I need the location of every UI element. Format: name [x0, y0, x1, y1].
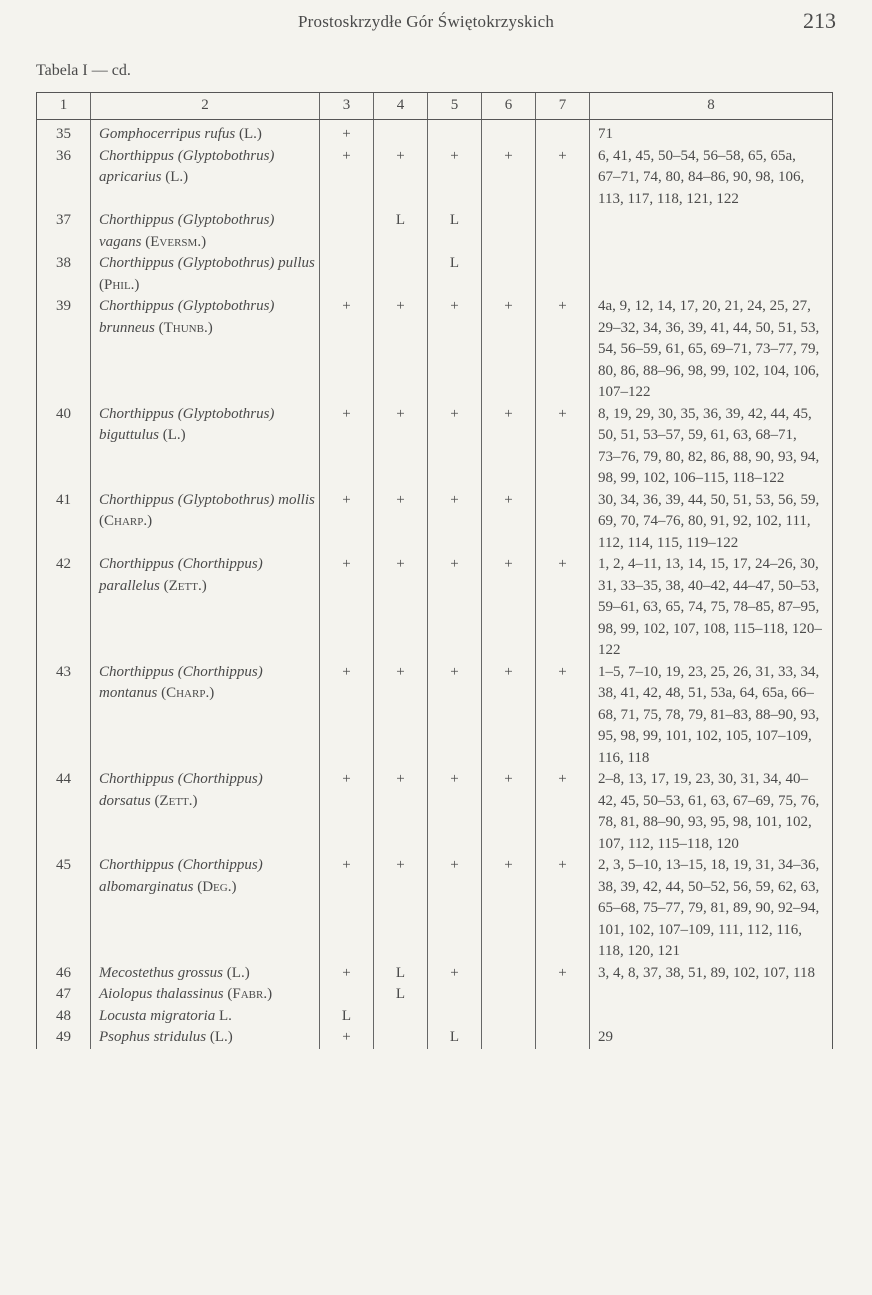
site-numbers: 8, 19, 29, 30, 35, 36, 39, 42, 44, 45, 50, 51, 53–57, 59, 61, 63, 68–71, 73–76, 79, 80, 82, 86, 88, 90, 93, 94, 98, 99, 102, 106–115, 118–122	[590, 404, 833, 490]
species-author-smallcaps: ett	[177, 577, 198, 594]
occurrence-mark-col-7	[536, 490, 590, 555]
species-author-smallcaps: harp	[176, 685, 206, 701]
species-name: Psophus stridulus	[99, 1029, 207, 1045]
occurrence-mark-col-5: +	[428, 855, 482, 963]
table-row	[37, 963, 833, 985]
table-row	[37, 769, 833, 855]
occurrence-mark-col-6	[482, 1006, 536, 1028]
site-numbers: 4a, 9, 12, 14, 17, 20, 21, 24, 25, 27, 29–32, 34, 36, 39, 41, 44, 50, 51, 53, 54, 56–59, 61, 65, 69–71, 73–77, 79, 80, 86, 88–96, 98, 99, 102, 104, 106, 107–122	[590, 296, 833, 404]
species-author-end: .)	[205, 685, 215, 701]
site-numbers: 29	[590, 1027, 833, 1049]
table-row	[37, 146, 833, 211]
species-number: 44	[37, 769, 91, 855]
table-caption: Tabela I — cd.	[36, 62, 131, 79]
species-author-end: .)	[197, 233, 207, 250]
species-author-smallcaps: ett	[168, 792, 189, 809]
species-name-cell	[91, 855, 320, 963]
occurrence-mark-col-6: +	[482, 554, 536, 662]
species-author-end: .)	[197, 577, 207, 594]
occurrence-mark-col-3: +	[320, 963, 374, 985]
site-numbers	[590, 253, 833, 296]
occurrence-mark-col-5	[428, 120, 482, 146]
occurrence-mark-col-4: L	[374, 984, 428, 1006]
species-author: (T	[154, 319, 173, 336]
species-name: Chorthippus (Glyptobothrus) pullus	[99, 255, 315, 271]
occurrence-mark-col-4: +	[374, 855, 428, 963]
species-author-end: .)	[130, 276, 140, 293]
occurrence-mark-col-5	[428, 984, 482, 1006]
occurrence-mark-col-6: +	[482, 296, 536, 404]
site-numbers	[590, 210, 833, 253]
species-author-end: .)	[188, 792, 198, 809]
site-numbers	[590, 984, 833, 1006]
species-name: Mecostethus grossus	[99, 964, 224, 981]
table-row	[37, 404, 833, 490]
occurrence-mark-col-5: L	[428, 1027, 482, 1049]
occurrence-mark-col-7: +	[536, 963, 590, 985]
species-name-cell	[91, 963, 320, 985]
occurrence-mark-col-7	[536, 1006, 590, 1028]
occurrence-mark-col-5: L	[428, 253, 482, 296]
species-name-cell	[91, 210, 320, 253]
occurrence-mark-col-5: L	[428, 210, 482, 253]
table-row	[37, 120, 833, 146]
occurrence-mark-col-7: +	[536, 146, 590, 211]
species-name: Chorthippus (Chorthippus) parallelus	[99, 556, 263, 594]
species-name-cell	[91, 404, 320, 490]
species-name-cell	[91, 662, 320, 770]
occurrence-mark-col-3: +	[320, 1027, 374, 1049]
species-author: (E	[141, 233, 160, 250]
occurrence-mark-col-4: +	[374, 404, 428, 490]
occurrence-mark-col-7: +	[536, 554, 590, 662]
species-author: (C	[157, 685, 177, 701]
occurrence-mark-col-7	[536, 120, 590, 146]
species-author: (P	[99, 276, 113, 293]
species-name: Chorthippus (Chorthippus) dorsatus	[99, 771, 263, 809]
occurrence-mark-col-4	[374, 253, 428, 296]
table-row	[37, 1027, 833, 1049]
species-author: L.	[215, 1007, 232, 1024]
species-name-cell	[91, 120, 320, 146]
occurrence-mark-col-3: L	[320, 1006, 374, 1028]
occurrence-mark-col-7	[536, 984, 590, 1006]
site-numbers: 30, 34, 36, 39, 44, 50, 51, 53, 56, 59, 69, 70, 74–76, 80, 91, 92, 102, 111, 112, 114, 115, 119–122	[590, 490, 833, 555]
site-numbers: 6, 41, 45, 50–54, 56–58, 65, 65a, 67–71, 74, 80, 84–86, 90, 98, 106, 113, 117, 118, 121, 122	[590, 146, 833, 211]
page-header	[0, 8, 872, 38]
species-name-cell	[91, 984, 320, 1006]
species-author: (L.)	[206, 1029, 233, 1045]
species-number: 42	[37, 554, 91, 662]
species-number: 37	[37, 210, 91, 253]
species-author-smallcaps: harp	[114, 513, 144, 529]
occurrence-mark-col-7: +	[536, 404, 590, 490]
occurrence-mark-col-4: L	[374, 210, 428, 253]
species-author-smallcaps: abr	[240, 986, 264, 1002]
occurrence-mark-col-6: +	[482, 662, 536, 770]
occurrence-mark-col-3	[320, 984, 374, 1006]
occurrence-mark-col-6	[482, 253, 536, 296]
species-number: 39	[37, 296, 91, 404]
site-numbers	[590, 1006, 833, 1028]
occurrence-mark-col-3: +	[320, 404, 374, 490]
occurrence-mark-col-4: L	[374, 963, 428, 985]
occurrence-mark-col-3: +	[320, 769, 374, 855]
species-author: (D	[193, 878, 214, 895]
species-name: Chorthippus (Glyptobothrus) brunneus	[99, 298, 275, 336]
species-name: Gomphocerripus rufus	[99, 126, 236, 142]
table-row	[37, 210, 833, 253]
species-name-cell	[91, 253, 320, 296]
occurrence-mark-col-5: +	[428, 963, 482, 985]
species-name: Chorthippus (Chorthippus) albomarginatus	[99, 857, 263, 895]
species-number: 35	[37, 120, 91, 146]
column-header-8: 8	[590, 93, 833, 120]
species-number: 38	[37, 253, 91, 296]
occurrence-mark-col-4: +	[374, 490, 428, 555]
species-name: Locusta migratoria	[99, 1007, 216, 1024]
occurrence-mark-col-4: +	[374, 554, 428, 662]
occurrence-mark-col-4	[374, 1006, 428, 1028]
page-number: 213	[803, 8, 836, 33]
occurrence-mark-col-4: +	[374, 769, 428, 855]
species-author: (L.)	[235, 126, 262, 142]
species-name-cell	[91, 769, 320, 855]
species-author: (L.)	[223, 964, 250, 981]
occurrence-mark-col-6	[482, 963, 536, 985]
occurrence-mark-col-7	[536, 1027, 590, 1049]
running-title: Prostoskrzydłe Gór Świętokrzyskich	[298, 12, 555, 31]
occurrence-mark-col-4: +	[374, 146, 428, 211]
occurrence-mark-col-6	[482, 210, 536, 253]
species-name-cell	[91, 1027, 320, 1049]
species-name: Aiolopus thalassinus	[99, 986, 224, 1002]
species-number: 47	[37, 984, 91, 1006]
column-header-7: 7	[536, 93, 590, 120]
occurrence-mark-col-4	[374, 1027, 428, 1049]
species-name-cell	[91, 554, 320, 662]
occurrence-mark-col-5: +	[428, 404, 482, 490]
occurrence-mark-col-3: +	[320, 554, 374, 662]
occurrence-mark-col-3: +	[320, 662, 374, 770]
table-row	[37, 296, 833, 404]
species-author-end: .)	[203, 319, 213, 336]
occurrence-mark-col-6	[482, 984, 536, 1006]
column-header-6: 6	[482, 93, 536, 120]
species-number: 40	[37, 404, 91, 490]
species-name: Chorthippus (Chorthippus) montanus	[99, 663, 263, 701]
species-number: 46	[37, 963, 91, 985]
column-header-3: 3	[320, 93, 374, 120]
species-number: 48	[37, 1006, 91, 1028]
table-body	[37, 120, 833, 1049]
species-author: (L.)	[161, 169, 189, 185]
table-row	[37, 855, 833, 963]
table-row	[37, 984, 833, 1006]
species-number: 49	[37, 1027, 91, 1049]
species-author-smallcaps: hil	[112, 276, 131, 293]
column-header-1: 1	[37, 93, 91, 120]
occurrence-mark-col-3: +	[320, 855, 374, 963]
occurrence-mark-col-3: +	[320, 490, 374, 555]
occurrence-mark-col-6: +	[482, 404, 536, 490]
species-name: Chorthippus (Glyptobothrus) apricarius	[99, 147, 275, 185]
species-author: (Z	[159, 577, 178, 594]
species-number: 45	[37, 855, 91, 963]
occurrence-mark-col-6	[482, 1027, 536, 1049]
species-author-smallcaps: versm	[159, 233, 198, 250]
species-name-cell	[91, 296, 320, 404]
species-author-end: .)	[263, 986, 273, 1002]
occurrence-mark-col-3: +	[320, 146, 374, 211]
occurrence-mark-col-4: +	[374, 296, 428, 404]
species-author: (L.)	[159, 427, 186, 443]
occurrence-mark-col-5: +	[428, 554, 482, 662]
occurrence-mark-col-7: +	[536, 769, 590, 855]
site-numbers: 2–8, 13, 17, 19, 23, 30, 31, 34, 40–42, 45, 50–53, 61, 63, 67–69, 75, 76, 78, 81, 88–90, 93, 95, 98, 101, 102, 107, 112, 115–118, 120	[590, 769, 833, 855]
occurrence-mark-col-6: +	[482, 490, 536, 555]
species-name-cell	[91, 1006, 320, 1028]
table-row	[37, 554, 833, 662]
occurrence-mark-col-7: +	[536, 662, 590, 770]
header-row	[37, 93, 833, 120]
species-name-cell	[91, 146, 320, 211]
occurrence-mark-col-6: +	[482, 769, 536, 855]
column-header-5: 5	[428, 93, 482, 120]
species-author: (Z	[150, 792, 169, 809]
site-numbers: 71	[590, 120, 833, 146]
table-row	[37, 662, 833, 770]
species-author-end: .)	[227, 878, 237, 895]
species-number: 43	[37, 662, 91, 770]
table-header	[37, 93, 833, 120]
occurrence-mark-col-5: +	[428, 490, 482, 555]
species-author-smallcaps: hunb	[172, 319, 204, 336]
occurrence-mark-col-4: +	[374, 662, 428, 770]
species-name-cell	[91, 490, 320, 555]
occurrence-mark-col-7	[536, 253, 590, 296]
occurrence-mark-col-3: +	[320, 120, 374, 146]
occurrence-mark-col-5	[428, 1006, 482, 1028]
site-numbers: 1, 2, 4–11, 13, 14, 15, 17, 24–26, 30, 31, 33–35, 38, 40–42, 44–47, 50–53, 59–61, 63, 65, 74, 75, 78–85, 87–95, 98, 99, 102, 107, 108, 115–118, 120–122	[590, 554, 833, 662]
species-author-smallcaps: eg	[213, 878, 228, 895]
species-author: (F	[223, 986, 241, 1002]
species-name: Chorthippus (Glyptobothrus) vagans	[99, 212, 275, 250]
occurrence-mark-col-6	[482, 120, 536, 146]
occurrence-mark-col-6: +	[482, 146, 536, 211]
column-header-4: 4	[374, 93, 428, 120]
table-row	[37, 1006, 833, 1028]
table-row	[37, 490, 833, 555]
occurrence-mark-col-7: +	[536, 855, 590, 963]
species-table	[36, 92, 833, 1049]
site-numbers: 1–5, 7–10, 19, 23, 25, 26, 31, 33, 34, 38, 41, 42, 48, 51, 53a, 64, 65a, 66–68, 71, 75, 78, 79, 81–83, 88–90, 93, 95, 98, 99, 101, 102, 105, 107–109, 116, 118	[590, 662, 833, 770]
species-name: Chorthippus (Glyptobothrus) biguttulus	[99, 405, 275, 443]
species-number: 41	[37, 490, 91, 555]
occurrence-mark-col-5: +	[428, 146, 482, 211]
species-author-end: .)	[143, 513, 153, 529]
occurrence-mark-col-6: +	[482, 855, 536, 963]
table-row	[37, 253, 833, 296]
species-number: 36	[37, 146, 91, 211]
occurrence-mark-col-3	[320, 210, 374, 253]
species-author: (C	[99, 513, 114, 529]
occurrence-mark-col-5: +	[428, 296, 482, 404]
occurrence-mark-col-3	[320, 253, 374, 296]
occurrence-mark-col-7	[536, 210, 590, 253]
occurrence-mark-col-7: +	[536, 296, 590, 404]
occurrence-mark-col-5: +	[428, 662, 482, 770]
occurrence-mark-col-5: +	[428, 769, 482, 855]
occurrence-mark-col-4	[374, 120, 428, 146]
occurrence-mark-col-3: +	[320, 296, 374, 404]
species-name: Chorthippus (Glyptobothrus) mollis	[99, 491, 315, 508]
site-numbers: 2, 3, 5–10, 13–15, 18, 19, 31, 34–36, 38, 39, 42, 44, 50–52, 56, 59, 62, 63, 65–68, 75–77, 79, 81, 89, 90, 92–94, 101, 102, 107–109, 111, 112, 116, 118, 120, 121	[590, 855, 833, 963]
column-header-2: 2	[91, 93, 320, 120]
site-numbers: 3, 4, 8, 37, 38, 51, 89, 102, 107, 118	[590, 963, 833, 985]
